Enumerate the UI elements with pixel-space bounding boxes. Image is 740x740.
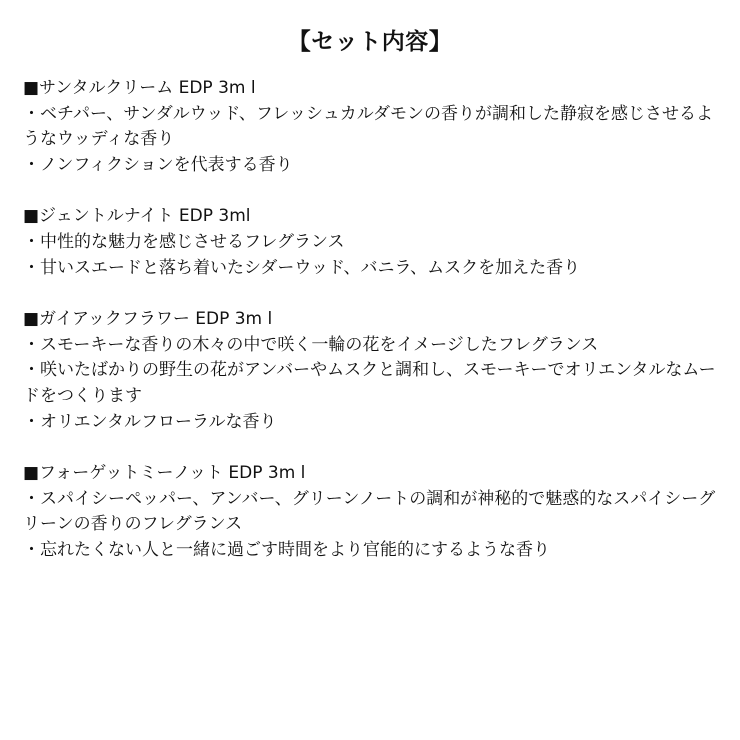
product-heading: ■サンタルクリーム EDP 3m l: [23, 78, 256, 98]
product-section-gentle-night: [23, 204, 723, 281]
product-section-forget-me-not: [23, 461, 723, 563]
product-description-line: ・スモーキーな香りの木々の中で咲く一輪の花をイメージしたフレグランス: [23, 334, 599, 355]
product-section-gaiac-flower: [23, 307, 723, 435]
product-description-line: ・忘れたくない人と一緒に過ごす時間をより官能的にするような香り: [23, 539, 550, 560]
product-heading: ■フォーゲットミーノット EDP 3m l: [23, 463, 306, 484]
product-description-line: ・スパイシーペッパー、アンバー、グリーンノートの調和が神秘的で魅惑的なスパイシーグリーンの香りのフレグランス: [23, 488, 716, 535]
product-description-line: ・オリエンタルフローラルな香り: [23, 411, 277, 432]
product-description-line: ・甘いスエードと落ち着いたシダーウッド、バニラ、ムスクを加えた香り: [23, 257, 581, 278]
product-heading: ■ガイアックフラワー EDP 3m l: [23, 309, 273, 330]
product-description-line: ・中性的な魅力を感じさせるフレグランス: [23, 231, 345, 252]
product-heading: ■ジェントルナイト EDP 3ml: [23, 206, 251, 227]
product-description-line: ・ノンフィクションを代表する香り: [23, 154, 293, 175]
product-description-line: ・咲いたばかりの野生の花がアンバーやムスクと調和し、スモーキーでオリエンタルなムードをつくります: [23, 360, 716, 406]
page-title: 【セット内容】: [287, 29, 453, 55]
set-contents-list: [23, 76, 723, 590]
product-section-santal-cream: [23, 76, 723, 178]
product-description-line: ・ベチパー、サンダルウッド、フレッシュカルダモンの香りが調和した静寂を感じさせるようなウッディな香り: [23, 103, 714, 150]
